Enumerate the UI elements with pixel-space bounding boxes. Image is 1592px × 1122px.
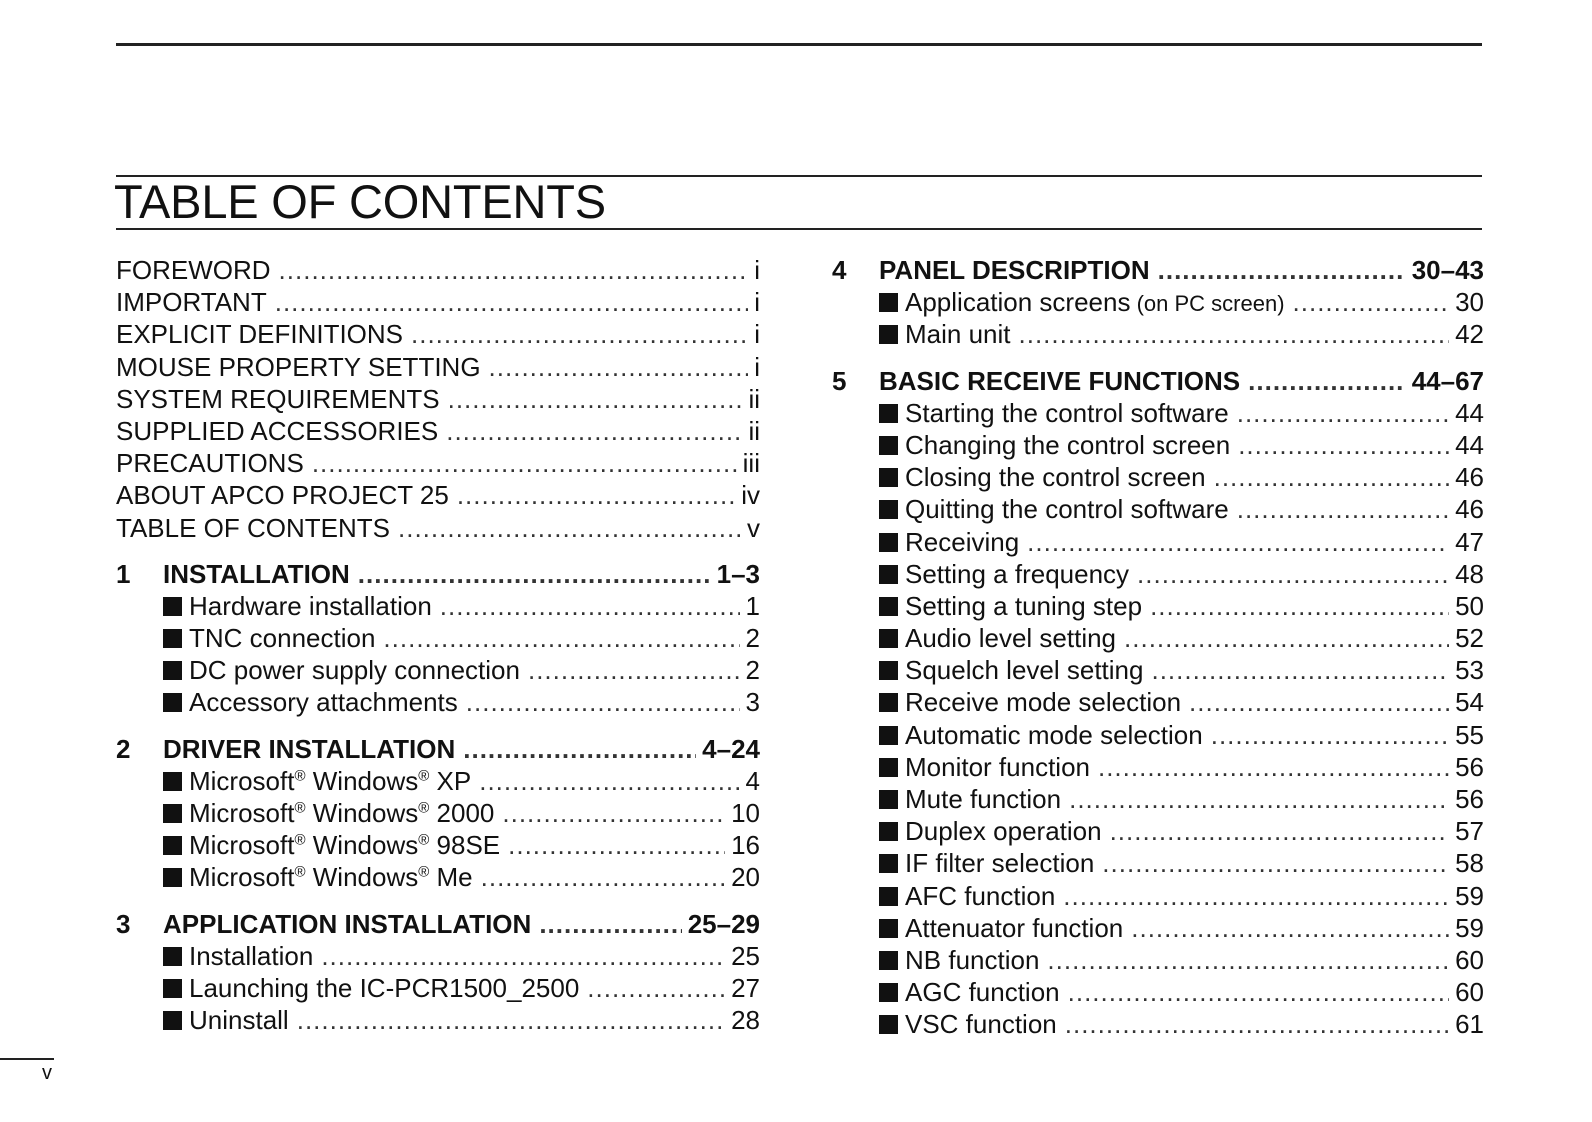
- toc-item-page: 56: [1455, 751, 1484, 782]
- leader-dots: [448, 383, 743, 415]
- toc-item-page: 2: [745, 655, 760, 686]
- registered-mark: ®: [294, 799, 306, 817]
- toc-item-text: [879, 558, 1137, 590]
- toc-item-text: [163, 1004, 297, 1036]
- toc-item[interactable]: [116, 765, 760, 797]
- square-bullet-icon: [163, 661, 182, 680]
- toc-item-label-product: Windows: [305, 862, 419, 893]
- toc-entry-label: ABOUT APCO PROJECT 25: [116, 480, 449, 511]
- section-number: 4: [832, 255, 847, 285]
- toc-item[interactable]: [832, 622, 1484, 654]
- toc-item-label-product: Windows: [305, 830, 419, 861]
- toc-item[interactable]: [116, 940, 760, 972]
- toc-section-application-installation[interactable]: [116, 908, 760, 940]
- leader-dots: [1019, 318, 1450, 350]
- square-bullet-icon: [879, 758, 898, 777]
- leader-dots: [502, 797, 725, 829]
- toc-item-text: [879, 751, 1098, 783]
- toc-item-label: Accessory attachments: [189, 687, 458, 718]
- toc-item-label-version: Me: [429, 862, 473, 893]
- toc-item-label-version: XP: [429, 765, 472, 796]
- leader-dots: [1047, 944, 1449, 976]
- square-bullet-icon: [163, 979, 182, 998]
- toc-item-label: Quitting the control software: [905, 494, 1229, 525]
- toc-item-label: Closing the control screen: [905, 462, 1206, 493]
- toc-item-label: Squelch level setting: [905, 655, 1144, 686]
- toc-entry-page: iii: [742, 448, 760, 479]
- toc-item-label: Uninstall: [189, 1005, 289, 1036]
- square-bullet-icon: [879, 919, 898, 938]
- toc-item[interactable]: [832, 429, 1484, 461]
- leader-dots: [1110, 815, 1450, 847]
- registered-mark: ®: [294, 831, 306, 849]
- leader-dots: [481, 861, 725, 893]
- leader-dots: [1068, 976, 1449, 1008]
- square-bullet-icon: [879, 854, 898, 873]
- top-rule: [116, 43, 1482, 46]
- toc-item[interactable]: [832, 526, 1484, 558]
- toc-item-label: Attenuator function: [905, 912, 1124, 943]
- leader-dots: [508, 829, 725, 861]
- toc-item-page: 50: [1455, 590, 1484, 621]
- toc-item[interactable]: [832, 880, 1484, 912]
- leader-dots: [275, 286, 749, 318]
- toc-item[interactable]: [116, 797, 760, 829]
- section-pages: 4–24: [702, 733, 760, 764]
- toc-item[interactable]: [832, 461, 1484, 493]
- toc-entry-label: MOUSE PROPERTY SETTING: [116, 351, 481, 382]
- toc-item-label: AGC function: [905, 977, 1060, 1008]
- leader-dots: [1151, 654, 1449, 686]
- page-title: TABLE OF CONTENTS: [114, 175, 606, 228]
- leader-dots: [1293, 286, 1450, 318]
- toc-item-text: [163, 590, 440, 622]
- toc-item-page: 55: [1455, 719, 1484, 750]
- square-bullet-icon: [163, 804, 182, 823]
- toc-entry-page: ii: [748, 383, 760, 414]
- section-title: INSTALLATION: [163, 558, 350, 589]
- toc-item[interactable]: [832, 815, 1484, 847]
- registered-mark: ®: [418, 863, 430, 881]
- toc-item-label: Receiving: [905, 526, 1020, 557]
- registered-mark: ®: [294, 863, 306, 881]
- leader-dots: [587, 972, 725, 1004]
- toc-item-text: [163, 829, 508, 861]
- toc-item-label-brand: Microsoft: [189, 862, 295, 893]
- toc-item-label: Installation: [189, 940, 314, 971]
- section-pages: 1–3: [716, 558, 760, 589]
- toc-item-label: Monitor function: [905, 751, 1090, 782]
- toc-item[interactable]: [832, 397, 1484, 429]
- footer-rule: [0, 1058, 54, 1060]
- toc-item-page: 59: [1455, 880, 1484, 911]
- toc-item-text: [879, 526, 1027, 558]
- toc-item-text: [879, 461, 1214, 493]
- toc-item[interactable]: [116, 972, 760, 1004]
- toc-item-label: DC power supply connection: [189, 655, 520, 686]
- square-bullet-icon: [163, 947, 182, 966]
- toc-item-page: 46: [1455, 494, 1484, 525]
- toc-item-text: [879, 429, 1238, 461]
- toc-item-label: Automatic mode selection: [905, 719, 1203, 750]
- square-bullet-icon: [879, 661, 898, 680]
- toc-item-label: Duplex operation: [905, 816, 1102, 847]
- square-bullet-icon: [879, 500, 898, 519]
- toc-entry-page: i: [754, 319, 760, 350]
- leader-dots: [1237, 397, 1449, 429]
- toc-entry-important[interactable]: [116, 286, 760, 318]
- toc-entry-page: i: [754, 255, 760, 285]
- toc-item-text: [879, 654, 1151, 686]
- leader-dots: [279, 254, 749, 286]
- toc-item[interactable]: [832, 286, 1484, 318]
- toc-item-page: 57: [1455, 816, 1484, 847]
- toc-item-page: 30: [1455, 287, 1484, 318]
- toc-item-label-brand: Microsoft: [189, 765, 295, 796]
- leader-dots: [411, 318, 748, 350]
- section-pages: 25–29: [687, 908, 760, 939]
- toc-entry-label: SUPPLIED ACCESSORIES: [116, 415, 439, 446]
- toc-item-label: Receive mode selection: [905, 687, 1182, 718]
- square-bullet-icon: [879, 533, 898, 552]
- toc-item-page: 52: [1455, 623, 1484, 654]
- toc-entry-label: IMPORTANT: [116, 287, 267, 318]
- toc-entry-page: i: [754, 287, 760, 318]
- leader-dots: [466, 686, 740, 718]
- toc-item-text: [163, 940, 321, 972]
- toc-item-page: 59: [1455, 912, 1484, 943]
- toc-entry-foreword[interactable]: [116, 254, 760, 286]
- leader-dots: [321, 940, 725, 972]
- toc-item[interactable]: [116, 590, 760, 622]
- toc-item[interactable]: [832, 654, 1484, 686]
- toc-item-page: 54: [1455, 687, 1484, 718]
- square-bullet-icon: [163, 693, 182, 712]
- toc-entry-system-requirements[interactable]: [116, 383, 760, 415]
- leader-dots: [1124, 622, 1449, 654]
- toc-entry-explicit-definitions[interactable]: [116, 318, 760, 350]
- leader-dots: [1189, 686, 1449, 718]
- square-bullet-icon: [163, 836, 182, 855]
- toc-item-page: 10: [731, 798, 760, 828]
- toc-section-installation[interactable]: [116, 558, 760, 590]
- toc-item-page: 47: [1455, 526, 1484, 557]
- page-number: v: [42, 1062, 52, 1084]
- toc-item-text: [879, 976, 1068, 1008]
- toc-item-text: [879, 686, 1189, 718]
- square-bullet-icon: [879, 629, 898, 648]
- toc-item-label: Setting a tuning step: [905, 590, 1143, 621]
- toc-entry-supplied-accessories[interactable]: [116, 415, 760, 447]
- square-bullet-icon: [879, 293, 898, 312]
- toc-item-text: [163, 797, 502, 829]
- leader-dots: [479, 765, 739, 797]
- leader-dots: [1131, 912, 1449, 944]
- toc-item-text: [879, 847, 1102, 879]
- toc-item-text: [879, 880, 1063, 912]
- toc-entry-label: SYSTEM REQUIREMENTS: [116, 383, 440, 414]
- leader-dots: [528, 654, 740, 686]
- toc-item-label: IF ﬁlter selection: [905, 848, 1095, 879]
- toc-item[interactable]: [116, 1004, 760, 1036]
- square-bullet-icon: [879, 951, 898, 970]
- section-number: 3: [116, 908, 131, 939]
- toc-item-page: 25: [731, 940, 760, 971]
- toc-item[interactable]: [832, 590, 1484, 622]
- toc-left-column: [116, 254, 760, 1036]
- square-bullet-icon: [879, 726, 898, 745]
- square-bullet-icon: [879, 822, 898, 841]
- toc-item-label-brand: Microsoft: [189, 798, 295, 828]
- leader-dots: [1063, 880, 1449, 912]
- toc-item-text: [879, 286, 1293, 320]
- toc-item-note: (on PC screen): [1130, 291, 1285, 317]
- title-rule-bottom: [116, 228, 1482, 230]
- section-number: 5: [832, 365, 847, 396]
- toc-entry-mouse-property-setting[interactable]: [116, 351, 760, 383]
- toc-item-page: 42: [1455, 319, 1484, 350]
- toc-entry-page: ii: [748, 415, 760, 446]
- toc-item[interactable]: [832, 912, 1484, 944]
- square-bullet-icon: [879, 1015, 898, 1034]
- toc-item[interactable]: [832, 318, 1484, 350]
- leader-dots: [457, 479, 735, 511]
- square-bullet-icon: [879, 983, 898, 1002]
- leader-dots: [1069, 783, 1449, 815]
- toc-entry-page: v: [747, 512, 760, 543]
- leader-dots: [1102, 847, 1449, 879]
- toc-item-page: 16: [731, 830, 760, 861]
- toc-entry-label: FOREWORD: [116, 255, 271, 285]
- toc-entry-page: iv: [741, 480, 760, 511]
- toc-item-text: [879, 783, 1069, 815]
- toc-item-label: TNC connection: [189, 623, 376, 654]
- toc-item[interactable]: [832, 751, 1484, 783]
- toc-item[interactable]: [832, 783, 1484, 815]
- toc-item-text: [163, 765, 479, 797]
- toc-item-text: [879, 912, 1131, 944]
- leader-dots: [1098, 751, 1449, 783]
- toc-item-page: 1: [745, 590, 760, 621]
- square-bullet-icon: [163, 629, 182, 648]
- square-bullet-icon: [163, 1011, 182, 1030]
- toc-item-label: Changing the control screen: [905, 429, 1231, 460]
- section-pages: 30–43: [1411, 255, 1484, 285]
- toc-item[interactable]: [116, 622, 760, 654]
- section-title: PANEL DESCRIPTION: [879, 255, 1150, 285]
- toc-entry-page: i: [754, 351, 760, 382]
- leader-dots: [1211, 719, 1449, 751]
- toc-item-text: [163, 861, 481, 893]
- leader-dots: [358, 558, 711, 590]
- square-bullet-icon: [879, 468, 898, 487]
- toc-item[interactable]: [832, 976, 1484, 1008]
- toc-item-page: 58: [1455, 848, 1484, 879]
- toc-item[interactable]: [116, 861, 760, 893]
- toc-item-text: [163, 654, 528, 686]
- toc-item-label: Main unit: [905, 319, 1011, 350]
- square-bullet-icon: [879, 597, 898, 616]
- toc-item-text: [879, 815, 1110, 847]
- registered-mark: ®: [418, 831, 430, 849]
- toc-item[interactable]: [832, 686, 1484, 718]
- leader-dots: [1137, 558, 1449, 590]
- leader-dots: [539, 908, 681, 940]
- toc-entry-label: TABLE OF CONTENTS: [116, 512, 390, 543]
- toc-item[interactable]: [832, 847, 1484, 879]
- toc-item-page: 46: [1455, 462, 1484, 493]
- toc-item-page: 48: [1455, 558, 1484, 589]
- toc-entry-label: PRECAUTIONS: [116, 448, 304, 479]
- toc-item[interactable]: [832, 1008, 1484, 1040]
- toc-item-page: 27: [731, 972, 760, 1003]
- square-bullet-icon: [879, 693, 898, 712]
- toc-item-text: [163, 686, 466, 718]
- toc-item-page: 44: [1455, 397, 1484, 428]
- section-number: 2: [116, 733, 131, 764]
- leader-dots: [463, 733, 696, 765]
- toc-item-label-version: 2000: [429, 798, 495, 828]
- leader-dots: [1214, 461, 1449, 493]
- section-number: 1: [116, 558, 131, 589]
- toc-item-text: [879, 944, 1047, 976]
- toc-item-label-product: Windows: [305, 765, 419, 796]
- square-bullet-icon: [879, 887, 898, 906]
- toc-item-text: [879, 1008, 1065, 1040]
- leader-dots: [1065, 1008, 1449, 1040]
- toc-item-page: 60: [1455, 944, 1484, 975]
- square-bullet-icon: [879, 436, 898, 455]
- registered-mark: ®: [418, 767, 430, 785]
- leader-dots: [1158, 254, 1406, 286]
- toc-item-page: 61: [1455, 1009, 1484, 1040]
- toc-item-label: Starting the control software: [905, 397, 1229, 428]
- toc-item-page: 60: [1455, 977, 1484, 1008]
- toc-item-page: 3: [745, 687, 760, 718]
- toc-item-page: 20: [731, 862, 760, 893]
- registered-mark: ®: [294, 767, 306, 785]
- toc-item-label-product: Windows: [305, 798, 419, 828]
- leader-dots: [440, 590, 740, 622]
- leader-dots: [312, 447, 737, 479]
- toc-item-text: [879, 493, 1237, 525]
- section-title: BASIC RECEIVE FUNCTIONS: [879, 365, 1241, 396]
- toc-item-page: 44: [1455, 429, 1484, 460]
- leader-dots: [446, 415, 742, 447]
- toc-item-text: [879, 318, 1019, 350]
- square-bullet-icon: [879, 565, 898, 584]
- toc-entry-label: EXPLICIT DEFINITIONS: [116, 319, 404, 350]
- toc-right-column: [832, 254, 1484, 1041]
- toc-item[interactable]: [116, 829, 760, 861]
- toc-item-text: [163, 622, 383, 654]
- toc-item-page: 2: [745, 623, 760, 654]
- toc-item-label: AFC function: [905, 880, 1056, 911]
- section-pages: 44–67: [1411, 365, 1484, 396]
- toc-item-label: Hardware installation: [189, 590, 432, 621]
- toc-item-label: Launching the IC-PCR1500_2500: [189, 972, 580, 1003]
- square-bullet-icon: [879, 404, 898, 423]
- toc-item-label: NB function: [905, 944, 1040, 975]
- toc-item-text: [163, 972, 587, 1004]
- section-title: APPLICATION INSTALLATION: [163, 908, 532, 939]
- square-bullet-icon: [163, 772, 182, 791]
- toc-entry-about-apco[interactable]: [116, 479, 760, 511]
- square-bullet-icon: [879, 790, 898, 809]
- toc-entry-precautions[interactable]: [116, 447, 760, 479]
- leader-dots: [1238, 429, 1449, 461]
- toc-item-label: VSC function: [905, 1009, 1057, 1040]
- toc-item[interactable]: [832, 493, 1484, 525]
- leader-dots: [1248, 365, 1406, 397]
- leader-dots: [1237, 493, 1449, 525]
- toc-item-label: Audio level setting: [905, 623, 1117, 654]
- square-bullet-icon: [879, 325, 898, 344]
- toc-item-page: 28: [731, 1005, 760, 1036]
- leader-dots: [1027, 526, 1449, 558]
- toc-section-driver-installation[interactable]: [116, 733, 760, 765]
- square-bullet-icon: [163, 868, 182, 887]
- toc-item[interactable]: [832, 719, 1484, 751]
- toc-item-page: 4: [745, 765, 760, 796]
- toc-item-page: 53: [1455, 655, 1484, 686]
- toc-item-text: [879, 622, 1124, 654]
- toc-item[interactable]: [832, 944, 1484, 976]
- toc-item[interactable]: [116, 686, 760, 718]
- leader-dots: [489, 351, 749, 383]
- toc-item-page: 56: [1455, 784, 1484, 814]
- toc-item-label: Application screens: [905, 287, 1131, 318]
- toc-section-basic-receive-functions[interactable]: [832, 365, 1484, 397]
- toc-item[interactable]: [832, 558, 1484, 590]
- toc-item-label: Mute function: [905, 784, 1062, 814]
- toc-item-text: [879, 590, 1150, 622]
- toc-item-text: [879, 397, 1237, 429]
- toc-item-label: Setting a frequency: [905, 558, 1130, 589]
- leader-dots: [297, 1004, 725, 1036]
- leader-dots: [383, 622, 739, 654]
- toc-item-label-brand: Microsoft: [189, 830, 295, 861]
- section-title: DRIVER INSTALLATION: [163, 733, 456, 764]
- toc-section-panel-description[interactable]: [832, 254, 1484, 286]
- toc-entry-table-of-contents[interactable]: [116, 512, 760, 544]
- leader-dots: [1150, 590, 1449, 622]
- registered-mark: ®: [418, 799, 430, 817]
- toc-item-text: [879, 719, 1211, 751]
- leader-dots: [398, 512, 741, 544]
- square-bullet-icon: [163, 597, 182, 616]
- toc-item-label-version: 98SE: [429, 830, 501, 861]
- toc-item[interactable]: [116, 654, 760, 686]
